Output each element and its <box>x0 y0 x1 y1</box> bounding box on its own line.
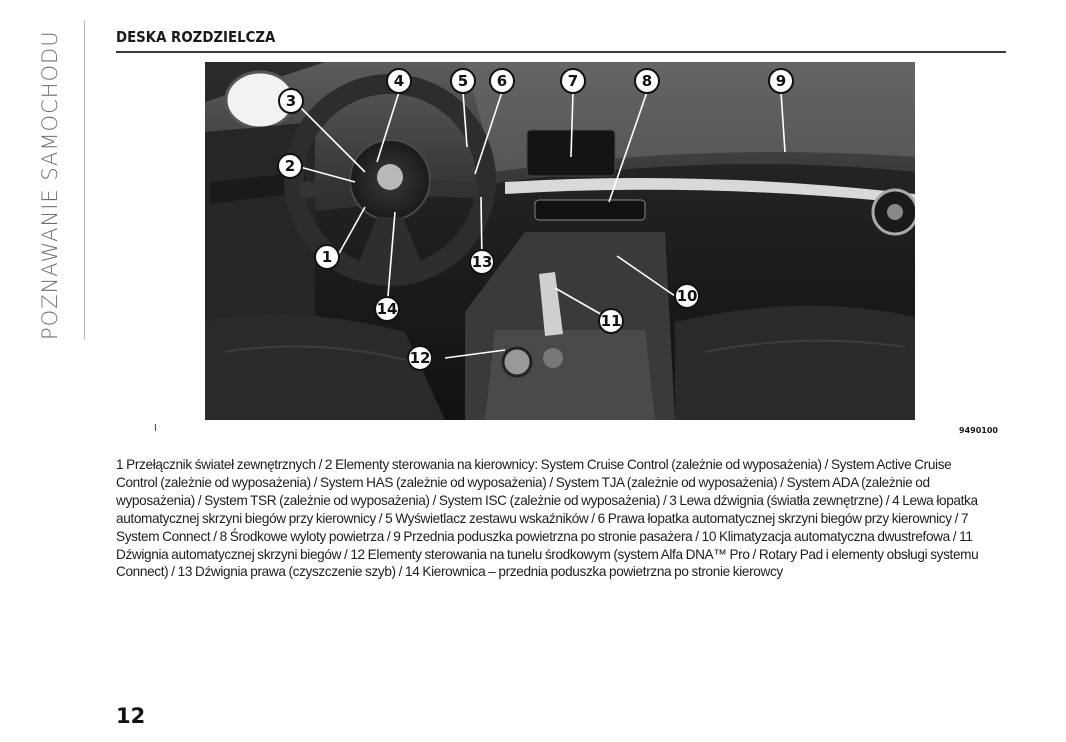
svg-text:5: 5 <box>457 72 469 90</box>
chapter-side-tab: POZNAWANIE SAMOCHODU <box>38 30 62 340</box>
callout-8 <box>635 69 659 93</box>
section-title: DESKA ROZDZIELCZA <box>116 28 276 46</box>
svg-text:14: 14 <box>376 300 398 318</box>
callout-9 <box>769 69 793 93</box>
callout-7 <box>561 69 585 93</box>
chapter-divider <box>84 20 85 340</box>
svg-text:8: 8 <box>641 72 653 90</box>
callout-13 <box>470 250 494 274</box>
svg-text:1: 1 <box>321 248 333 266</box>
callout-10 <box>675 284 699 308</box>
svg-text:11: 11 <box>600 312 622 330</box>
callout-4 <box>387 69 411 93</box>
callout-5 <box>451 69 475 93</box>
callout-12 <box>408 346 432 370</box>
figure-code: 9490100 <box>959 426 998 435</box>
svg-text:13: 13 <box>471 253 493 271</box>
callout-6 <box>490 69 514 93</box>
svg-text:2: 2 <box>284 157 296 175</box>
title-rule <box>116 51 1006 53</box>
svg-text:4: 4 <box>393 72 405 90</box>
figure-caption: 1 Przełącznik świateł zewnętrznych / 2 Elementy sterowania na kierownicy: System Cruise Control (zależnie od wyposażenia) / System Active Cruise Control (zależnie od wyposażenia) / System HAS (zależnie od wyposażenia) / System TJA (zależnie od wyposażenia) / System ADA (zależnie od wyposażenia) / System TSR (zależnie od wyposażenia) / System ISC (zależnie od wyposażenia) / 3 Lewa dźwignia (światła zewnętrzne) / 4 Lewa łopatka automatycznej skrzyni biegów przy kierownicy / 5 Wyświetlacz zestawu wskaźników / 6 Prawa łopatka automatycznej skrzyni biegów przy kierownicy / 7 System Connect / 8 Środkowe wyloty powietrza / 9 Przednia poduszka powietrzna po stronie pasażera / 10 Klimatyzacja automatyczna dwustrefowa / 11 Dźwignia automatycznej skrzyni biegów / 12 Elementy sterowania na tunelu środkowym (system Alfa DNA™ Pro / Rotary Pad i elementy obsługi systemu Connect) / 13 Dźwignia prawa (czyszczenie szyb) / 14 Kierownica – przednia poduszka powietrzna po stronie kierowcy <box>116 457 979 580</box>
svg-text:12: 12 <box>409 349 431 367</box>
svg-text:6: 6 <box>496 72 508 90</box>
callout-3 <box>279 89 303 113</box>
dashboard-illustration <box>205 62 915 420</box>
callout-1 <box>315 245 339 269</box>
page-number: 12 <box>116 704 146 728</box>
dashboard-photo <box>205 62 915 420</box>
callout-11 <box>599 309 623 333</box>
svg-text:10: 10 <box>676 287 698 305</box>
callout-2 <box>278 154 302 178</box>
callout-14 <box>375 297 399 321</box>
svg-text:9: 9 <box>775 72 787 90</box>
svg-text:3: 3 <box>285 92 297 110</box>
svg-text:7: 7 <box>567 72 579 90</box>
figure-marker: I <box>154 423 157 434</box>
